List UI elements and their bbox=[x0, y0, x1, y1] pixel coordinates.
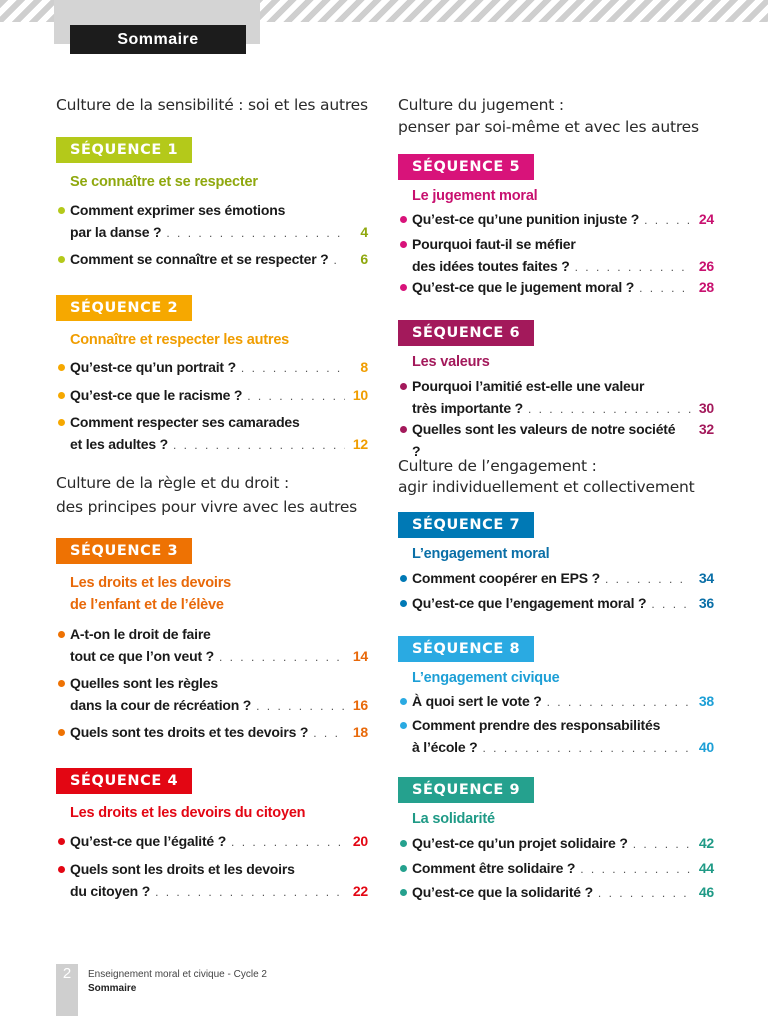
bullet-icon bbox=[400, 426, 407, 433]
page-number: 6 bbox=[360, 251, 368, 267]
page-number: 24 bbox=[698, 211, 714, 227]
toc-entry[interactable]: Qu’est-ce que le racisme ? . . . 10 bbox=[56, 384, 368, 407]
sequence-8-theme: L’engagement civique bbox=[412, 670, 560, 686]
sequence-8-badge[interactable]: SÉQUENCE 8 bbox=[398, 636, 534, 662]
sequence-6-badge[interactable]: SÉQUENCE 6 bbox=[398, 320, 534, 346]
page-number: 16 bbox=[352, 697, 368, 713]
toc-entry[interactable]: Comment coopérer en EPS ? . . . 34 bbox=[398, 567, 714, 590]
bullet-icon bbox=[58, 631, 65, 638]
sequence-7-badge[interactable]: SÉQUENCE 7 bbox=[398, 512, 534, 538]
leader-dots bbox=[313, 722, 345, 744]
culture-heading-sensibilite: Culture de la sensibilité : soi et les autres bbox=[56, 96, 368, 114]
page-number: 36 bbox=[698, 595, 714, 611]
leader-dots bbox=[231, 831, 345, 853]
page-number: 32 bbox=[698, 421, 714, 437]
bullet-icon bbox=[58, 680, 65, 687]
toc-entry[interactable]: Quels sont les droits et les devoirs du citoyen ? . . . 22 bbox=[56, 858, 368, 903]
toc-entry[interactable]: Comment respecter ses camarades et les adultes ? . . . 12 bbox=[56, 411, 368, 456]
toc-entry[interactable]: Pourquoi l’amitié est-elle une valeur très importante ? . . . 30 bbox=[398, 375, 714, 420]
page-number: 4 bbox=[360, 224, 368, 240]
culture-heading-engagement-l1: Culture de l’engagement : bbox=[398, 457, 597, 475]
culture-heading-regle-l1: Culture de la règle et du droit : bbox=[56, 474, 289, 492]
toc-entry[interactable]: Comment se connaître et se respecter ? . . . 6 bbox=[56, 248, 368, 271]
bullet-icon bbox=[400, 840, 407, 847]
bullet-icon bbox=[58, 838, 65, 845]
leader-dots bbox=[256, 695, 345, 717]
page-number: 10 bbox=[352, 387, 368, 403]
toc-entry[interactable]: Quelles sont les valeurs de notre société ? 32 bbox=[398, 418, 714, 462]
leader-dots bbox=[651, 593, 691, 615]
sommaire-tab: Sommaire bbox=[70, 25, 246, 54]
toc-entry[interactable]: Quelles sont les règles dans la cour de récréation ? . . . 16 bbox=[56, 672, 368, 717]
bullet-icon bbox=[400, 383, 407, 390]
culture-heading-jugement-l2: penser par soi-même et avec les autres bbox=[398, 118, 699, 136]
sequence-3-theme-l2: de l’enfant et de l’élève bbox=[70, 597, 224, 613]
leader-dots bbox=[639, 277, 691, 299]
toc-entry[interactable]: Qu’est-ce qu’une punition injuste ? . . . 24 bbox=[398, 208, 714, 231]
leader-dots bbox=[155, 881, 345, 903]
page-number: 38 bbox=[698, 693, 714, 709]
sequence-9-badge[interactable]: SÉQUENCE 9 bbox=[398, 777, 534, 803]
toc-entry[interactable]: Qu’est-ce que la solidarité ? . . . 46 bbox=[398, 881, 714, 904]
bullet-icon bbox=[400, 600, 407, 607]
toc-entry[interactable]: Qu’est-ce que l’engagement moral ? . . . 36 bbox=[398, 592, 714, 615]
bullet-icon bbox=[400, 722, 407, 729]
sequence-5-badge[interactable]: SÉQUENCE 5 bbox=[398, 154, 534, 180]
leader-dots bbox=[580, 858, 691, 880]
toc-entry[interactable]: À quoi sert le vote ? . . . 38 bbox=[398, 690, 714, 713]
sequence-5-theme: Le jugement moral bbox=[412, 188, 538, 204]
bullet-icon bbox=[400, 575, 407, 582]
leader-dots bbox=[334, 249, 346, 271]
sequence-3-badge[interactable]: SÉQUENCE 3 bbox=[56, 538, 192, 564]
sequence-2-theme: Connaître et respecter les autres bbox=[70, 332, 290, 348]
leader-dots bbox=[483, 737, 692, 759]
leader-dots bbox=[247, 385, 345, 407]
page-number: 28 bbox=[698, 279, 714, 295]
culture-heading-engagement-l2: agir individuellement et collectivement bbox=[398, 478, 695, 496]
page-number: 44 bbox=[698, 860, 714, 876]
toc-entry[interactable]: Pourquoi faut-il se méfier des idées toutes faites ? . . . 26 bbox=[398, 233, 714, 278]
bullet-icon bbox=[400, 284, 407, 291]
leader-dots bbox=[173, 434, 345, 456]
leader-dots bbox=[598, 882, 691, 904]
leader-dots bbox=[547, 691, 691, 713]
page-number: 12 bbox=[352, 436, 368, 452]
page-number: 22 bbox=[352, 883, 368, 899]
toc-entry[interactable]: Qu’est-ce qu’un portrait ? . . . 8 bbox=[56, 356, 368, 379]
bullet-icon bbox=[400, 865, 407, 872]
sequence-9-theme: La solidarité bbox=[412, 811, 495, 827]
sequence-1-theme: Se connaître et se respecter bbox=[70, 174, 258, 190]
bullet-icon bbox=[58, 729, 65, 736]
page-number: 34 bbox=[698, 570, 714, 586]
page-number: 46 bbox=[698, 884, 714, 900]
page-number: 42 bbox=[698, 835, 714, 851]
page-number: 26 bbox=[698, 258, 714, 274]
leader-dots bbox=[528, 398, 691, 420]
sequence-6-theme: Les valeurs bbox=[412, 354, 490, 370]
sequence-2-badge[interactable]: SÉQUENCE 2 bbox=[56, 295, 192, 321]
toc-entry[interactable]: Qu’est-ce que le jugement moral ? . . . 28 bbox=[398, 276, 714, 299]
sequence-4-badge[interactable]: SÉQUENCE 4 bbox=[56, 768, 192, 794]
page-number: 18 bbox=[352, 724, 368, 740]
toc-entry[interactable]: Qu’est-ce qu’un projet solidaire ? . . . 42 bbox=[398, 832, 714, 855]
sequence-7-theme: L’engagement moral bbox=[412, 546, 550, 562]
bullet-icon bbox=[58, 392, 65, 399]
bullet-icon bbox=[58, 866, 65, 873]
bullet-icon bbox=[58, 256, 65, 263]
footer-book-title: Enseignement moral et civique - Cycle 2 bbox=[88, 969, 267, 980]
bullet-icon bbox=[400, 241, 407, 248]
toc-entry[interactable]: Quels sont tes droits et tes devoirs ? . . . 18 bbox=[56, 721, 368, 744]
bullet-icon bbox=[58, 207, 65, 214]
sequence-1-badge[interactable]: SÉQUENCE 1 bbox=[56, 137, 192, 163]
bullet-icon bbox=[400, 216, 407, 223]
page-number: 14 bbox=[352, 648, 368, 664]
page-number: 20 bbox=[352, 833, 368, 849]
leader-dots bbox=[219, 646, 345, 668]
leader-dots bbox=[605, 568, 691, 590]
leader-dots bbox=[166, 222, 345, 244]
toc-entry[interactable]: Comment exprimer ses émotions par la danse ? . . . 4 bbox=[56, 199, 368, 244]
footer-section-title: Sommaire bbox=[88, 983, 137, 994]
bullet-icon bbox=[58, 419, 65, 426]
sequence-3-theme-l1: Les droits et les devoirs bbox=[70, 575, 232, 591]
page-number: 8 bbox=[360, 359, 368, 375]
page-number: 30 bbox=[698, 400, 714, 416]
toc-entry[interactable]: A-t-on le droit de faire tout ce que l’on veut ? . . . 14 bbox=[56, 623, 368, 668]
culture-heading-jugement-l1: Culture du jugement : bbox=[398, 96, 564, 114]
toc-entry[interactable]: Comment prendre des responsabilités à l’école ? . . . 40 bbox=[398, 714, 714, 759]
leader-dots bbox=[241, 357, 345, 379]
page-number: 40 bbox=[698, 739, 714, 755]
bullet-icon bbox=[58, 364, 65, 371]
footer-page-number: 2 bbox=[62, 965, 72, 982]
culture-heading-regle-l2: des principes pour vivre avec les autres bbox=[56, 498, 358, 516]
toc-entry[interactable]: Qu’est-ce que l’égalité ? . . . 20 bbox=[56, 830, 368, 853]
leader-dots bbox=[644, 209, 691, 231]
leader-dots bbox=[575, 256, 691, 278]
bullet-icon bbox=[400, 889, 407, 896]
sequence-4-theme: Les droits et les devoirs du citoyen bbox=[70, 805, 306, 821]
leader-dots bbox=[633, 833, 691, 855]
toc-entry[interactable]: Comment être solidaire ? . . . 44 bbox=[398, 857, 714, 880]
bullet-icon bbox=[400, 698, 407, 705]
